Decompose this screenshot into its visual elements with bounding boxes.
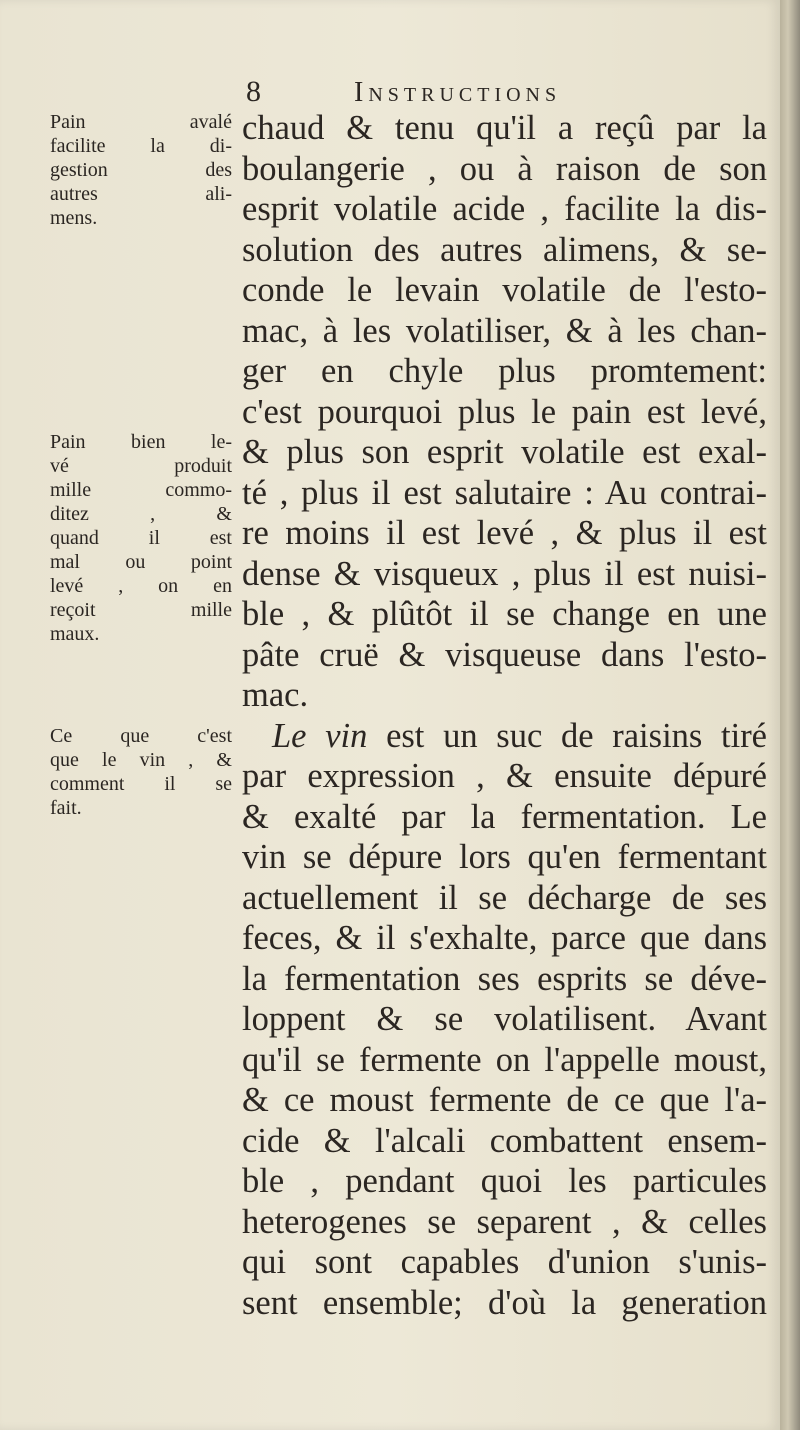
margin-note-line: quand il est xyxy=(50,527,232,549)
body-line: boulangerie , ou à raison de son xyxy=(242,149,767,188)
body-line-wine-definition xyxy=(242,716,767,757)
body-line: mac. xyxy=(242,676,309,714)
body-line: solution des autres alimens, & se- xyxy=(242,230,767,269)
margin-note-line: que le vin , & xyxy=(50,749,232,771)
body-line: re moins il est levé , & plus il est xyxy=(242,514,767,552)
body-line: & exalté par la fermentation. Le xyxy=(242,797,767,836)
body-line: actuellement il se décharge de ses xyxy=(242,878,767,917)
margin-note-line: maux. xyxy=(50,623,100,645)
margin-note-line: mille commo- xyxy=(50,479,232,501)
body-line: loppent & se volatilisent. Avant xyxy=(242,1000,767,1038)
body-line: mac, à les volatiliser, & à les chan- xyxy=(242,311,767,350)
body-line: feces, & il s'exhalte, parce que dans xyxy=(242,919,767,957)
body-line: sent ensemble; d'où la generation xyxy=(242,1283,767,1322)
margin-note-line: comment il se xyxy=(50,773,232,795)
body-line: & ce moust fermente de ce que l'a- xyxy=(242,1081,767,1119)
page-number: 8 xyxy=(246,75,261,108)
body-line: esprit volatile acide , facilite la dis- xyxy=(242,190,767,228)
margin-note-line: gestion des xyxy=(50,159,232,181)
running-title: Instructions xyxy=(354,77,562,108)
margin-note-line: reçoit mille xyxy=(50,599,232,621)
margin-note-bread-digestion xyxy=(50,110,232,230)
margin-note-wine xyxy=(50,724,232,820)
wine-definition-text: est un suc de raisins tiré xyxy=(386,716,767,755)
margin-note-line: Pain avalé xyxy=(50,111,232,133)
margin-note-line: vé produit xyxy=(50,455,232,477)
body-line: c'est pourquoi plus le pain est levé, xyxy=(242,392,767,431)
body-line: pâte cruë & visqueuse dans l'esto- xyxy=(242,635,767,674)
body-line: ble , & plûtôt il se change en une xyxy=(242,595,767,633)
body-line: qu'il se fermente on l'appelle moust, xyxy=(242,1040,767,1079)
margin-note-line: Ce que c'est xyxy=(50,725,232,747)
margin-note-line: fait. xyxy=(50,797,82,819)
margin-note-line: facilite la di- xyxy=(50,135,232,157)
body-line: chaud & tenu qu'il a reçû par la xyxy=(242,109,767,147)
body-line: par expression , & ensuite dépuré xyxy=(242,757,767,795)
body-line: cide & l'alcali combattent ensem- xyxy=(242,1121,767,1160)
body-line: la fermentation ses esprits se déve- xyxy=(242,959,767,998)
body-line: ble , pendant quoi les particules xyxy=(242,1162,767,1200)
body-line: ger en chyle plus promtement: xyxy=(242,352,767,390)
body-line: heterogenes se separent , & celles xyxy=(242,1202,767,1241)
margin-note-line: autres ali- xyxy=(50,183,232,205)
margin-note-leavened-bread xyxy=(50,430,232,646)
margin-note-line: mal ou point xyxy=(50,551,232,573)
margin-note-line: mens. xyxy=(50,207,98,229)
margin-note-line: levé , on en xyxy=(50,575,232,597)
body-line: qui sont capables d'union s'unis- xyxy=(242,1243,767,1281)
margin-note-line: ditez , & xyxy=(50,503,232,525)
wine-term: Le vin xyxy=(272,716,368,755)
margin-note-line: Pain bien le- xyxy=(50,431,232,453)
body-line: dense & visqueux , plus il est nuisi- xyxy=(242,554,767,593)
body-line: té , plus il est salutaire : Au contrai- xyxy=(242,473,767,512)
page-edge xyxy=(780,0,800,1430)
body-line: conde le levain volatile de l'esto- xyxy=(242,271,767,309)
body-line: & plus son esprit volatile est exal- xyxy=(242,433,767,471)
body-text xyxy=(242,108,767,1323)
body-line: vin se dépure lors qu'en fermentant xyxy=(242,838,767,876)
